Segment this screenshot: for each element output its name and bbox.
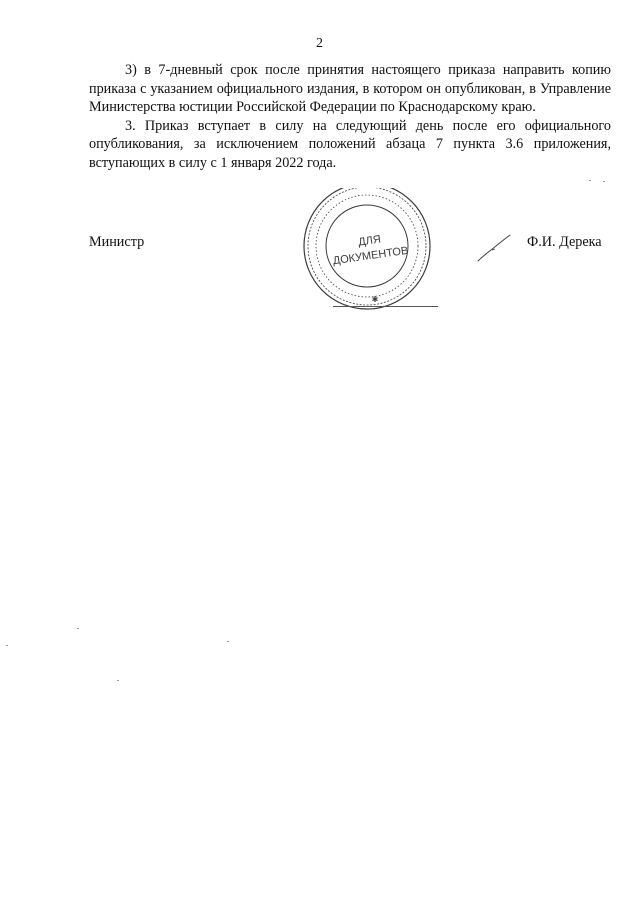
scan-speck (77, 628, 79, 629)
scan-speck (117, 680, 119, 681)
page-number: 2 (316, 36, 323, 51)
scan-speck (603, 181, 605, 182)
body-text (89, 61, 611, 173)
scan-speck (6, 645, 8, 646)
scan-speck (589, 180, 591, 181)
signature-line (333, 306, 438, 307)
stamp-text-line1: ДЛЯ (357, 233, 382, 249)
signatory-position: Министр (89, 234, 145, 250)
paragraph-clause-3: 3. Приказ вступает в силу на следующий день после его официального опубликования, за исключением положений абзаца 7 пункта 3.6 приложения, вступающих в силу с 1 января 2022 года. (89, 117, 611, 171)
scan-speck (227, 641, 229, 642)
stamp-outer-ring (304, 188, 430, 309)
handwritten-signature (476, 233, 512, 265)
signatory-name: Ф.И. Дерека (527, 234, 602, 250)
paragraph-item-3: 3) в 7-дневный срок после принятия настоящего приказа направить копию приказа с указанием официального издания, в котором он опубликован, в Управление Министерства юстиции Российской Федерации по Краснодарскому краю. (89, 62, 611, 116)
stamp-star-icon: ✱ (371, 295, 379, 304)
stamp-text-line2: ДОКУМЕНТОВ (332, 244, 410, 268)
seal-stamp (300, 188, 450, 313)
